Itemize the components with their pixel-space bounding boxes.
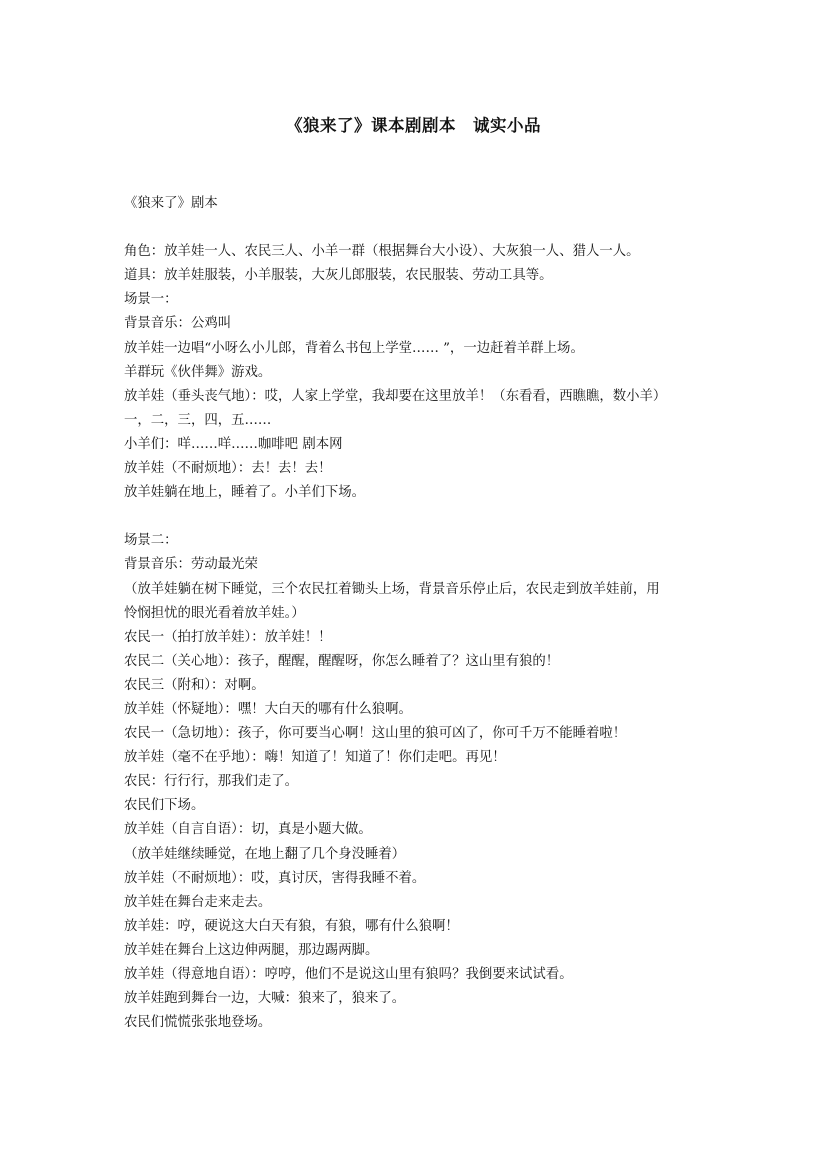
text-line: 农民三（附和）：对啊。 [124,677,265,693]
text-line: 一，二，三，四，五…… [124,412,272,428]
text-line: 放羊娃（不耐烦地）：哎，真讨厌，害得我睡不着。 [124,870,426,886]
text-line: 小羊们：咩……咩……咖啡吧 剧本网 [124,436,343,452]
text-line: 放羊娃在舞台上这边伸两腿，那边踢两脚。 [124,942,379,958]
text-line: 怜悯担忧的眼光看着放羊娃。） [124,605,305,621]
document-body [124,192,714,1035]
text-line: 道具：放羊娃服装，小羊服装，大灰儿郎服装，农民服装、劳动工具等。 [124,268,553,284]
text-line: 场景一： [124,292,178,308]
blank-line [124,505,714,529]
text-line: 放羊娃（怀疑地）：嘿！大白天的哪有什么狼啊。 [124,701,412,717]
text-line: 农民们慌慌张张地登场。 [124,1015,272,1031]
text-line: 《狼来了》剧本 [124,196,218,211]
text-line: 放羊娃（自言自语）：切，真是小题大做。 [124,822,372,838]
text-line: 农民二（关心地）：孩子，醒醒，醒醒呀，你怎么睡着了？这山里有狼的！ [124,653,560,669]
text-line: 放羊娃（毫不在乎地）：嗨！知道了！知道了！你们走吧。再见！ [124,750,506,766]
text-line: 角色：放羊娃一人、农民三人、小羊一群（根据舞台大小设）、大灰狼一人、猎人一人。 [124,244,640,260]
text-line: 放羊娃：哼，硬说这大白天有狼，有狼，哪有什么狼啊！ [124,918,459,934]
text-line: 放羊娃（得意地自语）：哼哼，他们不是说这山里有狼吗？我倒要来试试看。 [124,967,573,982]
text-line: 场景二： [124,533,178,549]
text-line: 背景音乐：公鸡叫 [124,316,232,332]
text-line: 农民一（急切地）：孩子，你可要当心啊！这山里的狼可凶了，你可千万不能睡着啦！ [124,726,627,742]
text-line: 放羊娃一边唱“小呀么小儿郎，背着么书包上学堂…… ”，一边赶着羊群上场。 [124,340,584,356]
blank-line [124,216,714,240]
text-line: （放羊娃继续睡觉，在地上翻了几个身没睡着） [124,846,406,862]
text-line: 放羊娃躺在地上，睡着了。小羊们下场。 [124,485,366,501]
text-line: 农民：行行行，那我们走了。 [124,774,299,790]
text-line: 放羊娃（垂头丧气地）：哎，人家上学堂，我却要在这里放羊！（东看看，西瞧瞧，数小羊） [124,388,667,404]
text-line: 农民们下场。 [124,798,205,814]
text-line: 放羊娃（不耐烦地）：去！去！去！ [124,461,332,477]
text-line: （放羊娃躺在树下睡觉，三个农民扛着锄头上场，背景音乐停止后，农民走到放羊娃前，用 [124,581,660,597]
text-line: 农民一（拍打放羊娃）：放羊娃！！ [124,629,332,645]
text-line: 背景音乐：劳动最光荣 [124,557,258,573]
document-title: 《狼来了》课本剧剧本 诚实小品 [286,116,541,135]
text-line: 放羊娃在舞台走来走去。 [124,894,272,910]
text-line: 羊群玩《伙伴舞》游戏。 [124,364,272,380]
text-line: 放羊娃跑到舞台一边，大喊：狼来了，狼来了。 [124,991,406,1007]
